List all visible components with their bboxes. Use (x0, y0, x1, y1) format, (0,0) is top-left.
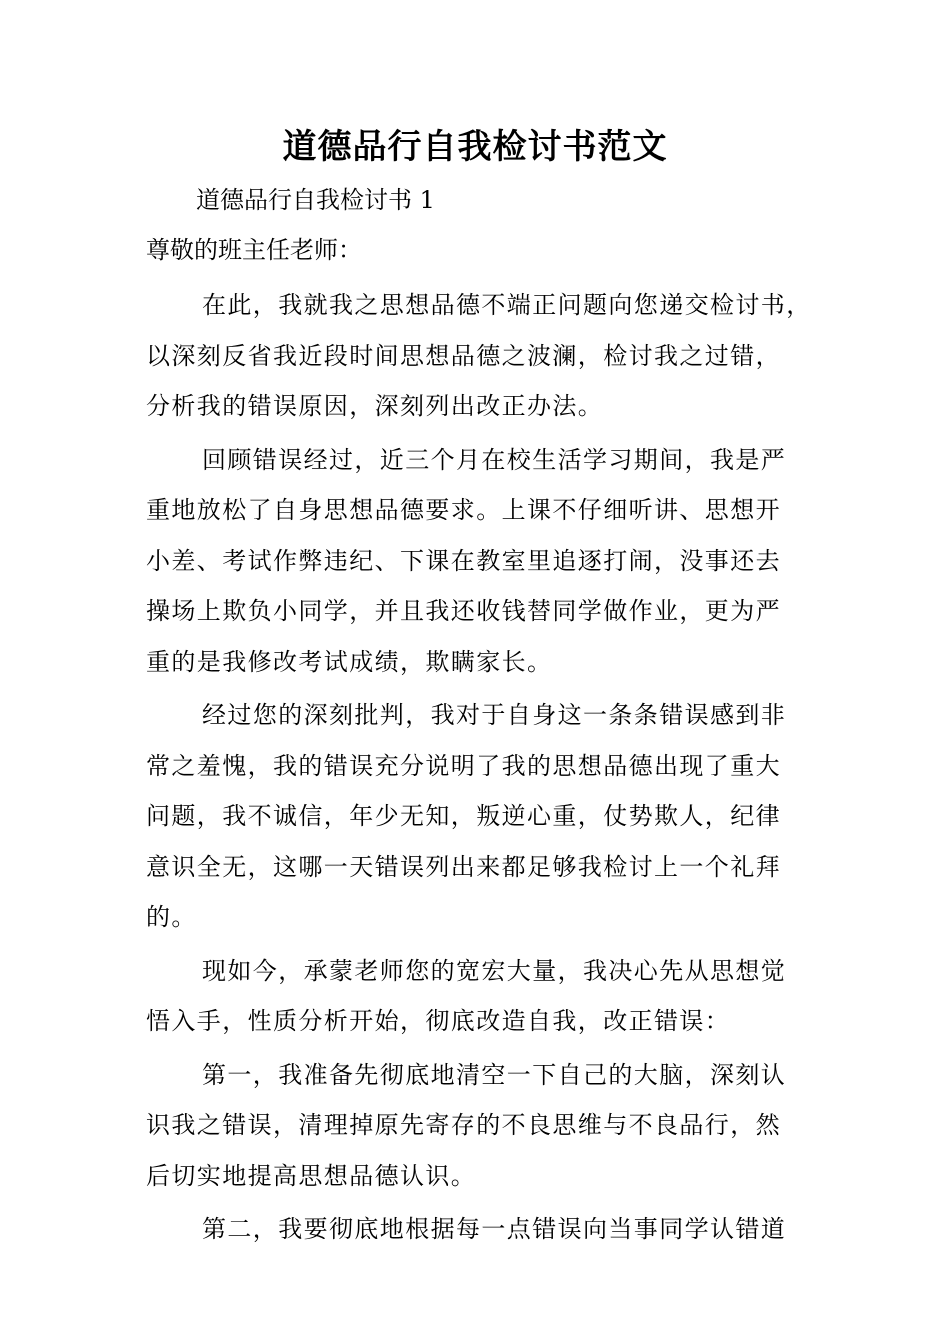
paragraph-line: 第一，我准备先彻底地清空一下自己的大脑，深刻认 (202, 1060, 787, 1089)
paragraph (146, 1204, 826, 1255)
paragraph (146, 946, 826, 1047)
paragraph-line: 悟入手，性质分析开始，彻底改造自我，改正错误： (146, 1007, 731, 1035)
paragraph-line: 分析我的错误原因，深刻列出改正办法。 (146, 392, 604, 420)
paragraph-line: 在此，我就我之思想品德不端正问题向您递交检讨书， (202, 291, 812, 319)
paragraph-line: 常之羞愧，我的错误充分说明了我的思想品德出现了重大 (146, 751, 781, 780)
paragraph-line: 问题，我不诚信，年少无知，叛逆心重，仗势欺人，纪律 (146, 802, 781, 830)
paragraph-line: 回顾错误经过，近三个月在校生活学习期间，我是严 (202, 445, 787, 474)
paragraph-line: 重的是我修改考试成绩，欺瞒家长。 (146, 647, 553, 676)
paragraph-line: 经过您的深刻批判，我对于自身这一条条错误感到非 (202, 701, 787, 729)
paragraph (146, 280, 826, 432)
paragraph-line: 以深刻反省我近段时间思想品德之波澜，检讨我之过错， (146, 341, 781, 370)
paragraph-line: 识我之错误，清理掉原先寄存的不良思维与不良品行，然 (146, 1111, 781, 1139)
paragraph-line: 的。 (146, 903, 197, 931)
paragraph-line: 后切实地提高思想品德认识。 (146, 1161, 477, 1190)
paragraph (146, 690, 826, 943)
paragraph-line: 重地放松了自身思想品德要求。上课不仔细听讲、思想开 (146, 496, 781, 524)
paragraph-line: 小差、考试作弊违纪、下课在教室里追逐打闹，没事还去 (146, 546, 781, 575)
paragraph (146, 435, 826, 688)
paragraph-line: 现如今，承蒙老师您的宽宏大量，我决心先从思想觉 (202, 956, 787, 985)
paragraph-line: 意识全无，这哪一天错误列出来都足够我检讨上一个礼拜 (146, 852, 781, 881)
document-body (146, 280, 826, 1258)
document-subtitle: 道德品行自我检讨书 1 (196, 186, 435, 214)
paragraph-line: 第二，我要彻底地根据每一点错误向当事同学认错道 (202, 1215, 787, 1243)
salutation: 尊敬的班主任老师： (146, 236, 362, 264)
paragraph (146, 1050, 826, 1202)
paragraph-line: 操场上欺负小同学，并且我还收钱替同学做作业，更为严 (146, 597, 781, 625)
document-title: 道德品行自我检讨书范文 (282, 127, 668, 167)
